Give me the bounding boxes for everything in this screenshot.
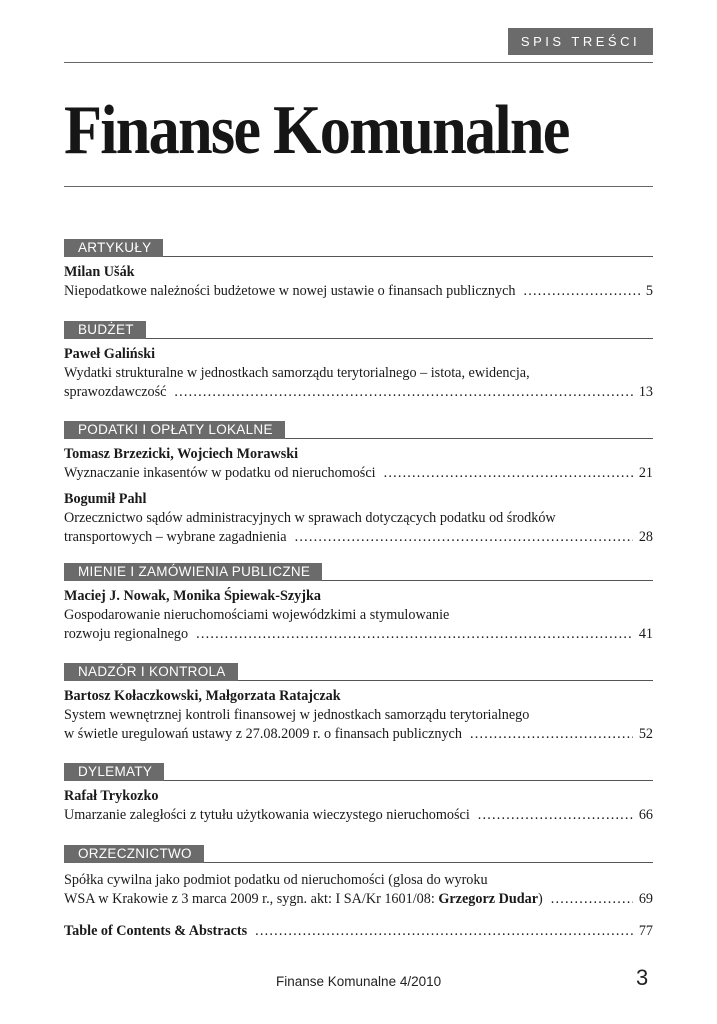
toc-abstracts-label: Table of Contents & Abstracts [64,923,248,939]
entry-author: Bartosz Kołaczkowski, Małgorzata Ratajczak [64,688,341,704]
toc-entry[interactable] [64,490,653,547]
entry-title-close: ) [538,891,543,907]
entry-title-cont: sprawozdawczość [64,384,167,400]
section-label: NADZÓR I KONTROLA [64,663,238,681]
entry-title-line [64,922,653,941]
toc-entry[interactable] [64,787,653,825]
leader-dots [196,625,633,644]
section-label: BUDŻET [64,321,146,339]
entry-author: Maciej J. Nowak, Monika Śpiewak-Szyjka [64,588,321,604]
toc-entry[interactable] [64,345,653,402]
section-mienie [64,563,653,644]
section-label: MIENIE I ZAMÓWIENIA PUBLICZNE [64,563,322,581]
toc-entry[interactable] [64,263,653,301]
entry-author: Milan Ušák [64,264,135,280]
toc-entry[interactable] [64,871,653,909]
leader-dots [384,464,633,483]
section-header [64,321,653,339]
entry-page: 28 [638,529,653,545]
leader-dots [255,922,633,941]
section-header [64,663,653,681]
footer-magazine: Finanse Komunalne 4/2010 [276,974,442,989]
entry-title-line [64,806,653,825]
section-header [64,563,653,581]
section-nadzor [64,663,653,744]
section-header [64,239,653,257]
entry-author: Rafał Trykozko [64,788,159,804]
entry-title: Wydatki strukturalne w jednostkach samorządu terytorialnego – istota, ewidencja, [64,365,530,381]
entry-title-line [64,464,653,483]
footer-page-number: 3 [636,965,649,990]
toc-entry[interactable] [64,445,653,483]
toc-entry[interactable] [64,587,653,644]
entry-title-cont: WSA w Krakowie z 3 marca 2009 r., sygn. akt: I SA/Kr 1601/08: [64,891,439,907]
entry-title-line [64,383,653,402]
section-header [64,763,653,781]
leader-dots [295,528,633,547]
section-rule [64,338,653,339]
section-header [64,421,653,439]
entry-title: Spółka cywilna jako podmiot podatku od nieruchomości (glosa do wyroku [64,872,488,888]
entry-author: Paweł Galiński [64,346,156,362]
entry-page: 77 [638,923,653,939]
entry-title-line [64,890,653,909]
entry-title-cont: transportowych – wybrane zagadnienia [64,529,287,545]
masthead-title: Finanse Komunalne [64,92,569,169]
leader-dots [551,890,633,909]
leader-dots [478,806,633,825]
entry-title-cont: w świetle uregulowań ustawy z 27.08.2009 r. o finansach publicznych [64,726,462,742]
entry-title: Orzecznictwo sądów administracyjnych w sprawach dotyczących podatku od środków [64,510,556,526]
entry-page: 13 [638,384,653,400]
section-orzecznictwo [64,845,653,909]
entry-title-line [64,625,653,644]
entry-title: Gospodarowanie nieruchomościami wojewódzkimi a stymulowanie [64,607,450,623]
section-header [64,845,653,863]
entry-page: 21 [638,465,653,481]
entry-page: 41 [638,626,653,642]
section-label: ORZECZNICTWO [64,845,204,863]
entry-title-line [64,282,653,301]
entry-title: Niepodatkowe należności budżetowe w nowej ustawie o finansach publicznych [64,283,516,299]
section-label: ARTYKUŁY [64,239,163,257]
masthead-rule [64,186,653,187]
section-label: DYLEMATY [64,763,164,781]
leader-dots [470,725,633,744]
toc-abstracts[interactable] [64,922,653,941]
entry-title: Umarzanie zaległości z tytułu użytkowania wieczystego nieruchomości [64,807,470,823]
section-artykuly [64,239,653,301]
toc-entry [64,922,653,941]
entry-author: Grzegorz Dudar [438,891,539,907]
entry-page: 66 [638,807,653,823]
entry-title-line [64,528,653,547]
section-dylematy [64,763,653,825]
entry-page: 52 [638,726,653,742]
entry-title: System wewnętrznej kontroli finansowej w jednostkach samorządu terytorialnego [64,707,530,723]
entry-title-line [64,725,653,744]
section-tag: SPIS TREŚCI [508,28,653,55]
entry-page: 5 [645,283,653,299]
section-budzet [64,321,653,402]
entry-page: 69 [638,891,653,907]
entry-title: Wyznaczanie inkasentów w podatku od nieruchomości [64,465,376,481]
entry-author: Tomasz Brzezicki, Wojciech Morawski [64,446,299,462]
top-rule [64,62,653,63]
leader-dots [174,383,632,402]
toc-entry[interactable] [64,687,653,744]
entry-author: Bogumił Pahl [64,491,147,507]
section-podatki [64,421,653,547]
entry-title-cont: rozwoju regionalnego [64,626,189,642]
leader-dots [524,282,640,301]
entry-title-cont-wrap [64,890,543,909]
section-label: PODATKI I OPŁATY LOKALNE [64,421,285,439]
